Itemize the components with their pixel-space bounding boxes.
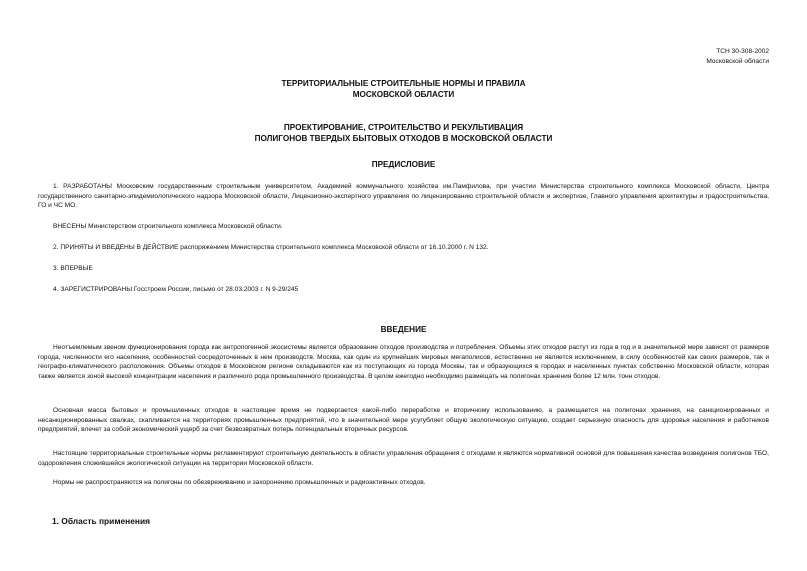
introduction-paragraph-2: Основная масса бытовых и промышленных отходов в настоящее время не подвергается какой-либо переработке и вторичному использованию, а размещается на полигонах хранения, на санкционированных и несанкционированных свалках, скапливается на территориях промышленных предприятий, что в значительной мере усугубляет общую экологическую ситуацию, создает серьезную опасность для здоровья населения и работников предприятий, влечет за собой экономический ущерб за счет безвозвратных потерь потенциальных вторичных ресурсов. <box>38 407 769 434</box>
foreword-item-registered-lead: 4. ЗАРЕГИСТРИРОВАНЫ <box>53 286 133 293</box>
foreword-item-adopted-lead: 2. ПРИНЯТЫ И ВВЕДЕНЫ В ДЕЙСТВИЕ <box>53 244 179 251</box>
norms-header <box>0 78 807 100</box>
introduction-paragraph-4: Нормы не распространяются на полигоны по обезвреживанию и захоронению промышленных и радиоактивных отходов. <box>53 479 426 486</box>
foreword-item-registered <box>38 285 769 295</box>
document-code-block <box>706 47 769 67</box>
norms-header-line1: ТЕРРИТОРИАЛЬНЫЕ СТРОИТЕЛЬНЫЕ НОРМЫ И ПРАВИЛА <box>281 79 526 88</box>
foreword-item-developed-text: Московским государственным строительным университетом, Академией коммунального хозяйства им.Памфилова, при участии Министерства строительного комплекса Московской области, Центра государственного санитарно-эпидемиологического надзора Московской области, Лицензионно-экспертного управления по лицензированию строительной области и экспертизе, Главного управления архитектуры и градостроительства, ГО и ЧС МО. <box>38 183 769 210</box>
document-title <box>0 122 807 144</box>
foreword-item-first: 3. ВПЕРВЫЕ <box>53 265 93 272</box>
foreword-item-introduced-text: Министерством строительного комплекса Московской области. <box>86 223 283 230</box>
document-region: Московской области <box>706 58 769 65</box>
norms-header-line2: МОСКОВСКОЙ ОБЛАСТИ <box>352 90 455 99</box>
foreword-item-introduced <box>38 222 769 232</box>
document-number: ТСН 30-308-2002 <box>716 48 769 55</box>
introduction-heading: ВВЕДЕНИЕ <box>380 325 427 334</box>
section-scope-heading: 1. Область применения <box>52 516 150 526</box>
foreword-item-introduced-lead: ВНЕСЕНЫ <box>53 223 87 230</box>
document-title-line1: ПРОЕКТИРОВАНИЕ, СТРОИТЕЛЬСТВО И РЕКУЛЬТИВАЦИЯ <box>283 123 524 132</box>
document-title-line2: ПОЛИГОНОВ ТВЕРДЫХ БЫТОВЫХ ОТХОДОВ В МОСКОВСКОЙ ОБЛАСТИ <box>254 134 553 143</box>
introduction-paragraph-3: Настоящие территориальные строительные нормы регламентируют строительную деятельность в области управления обращения с отходами и являются нормативной основой для повышения качества возведения полигонов ТБО, оздоровления сложившейся экологической ситуации на территории Московской области. <box>38 450 769 467</box>
foreword-item-developed-lead: 1. РАЗРАБОТАНЫ <box>53 183 112 190</box>
introduction-paragraph-1: Неотъемлемым звеном функционирования города как антропогенной экосистемы является образование отходов производства и потребления. Объемы этих отходов растут из года в год и в значительной мере зависят от размеров города, численности его населения, особенностей сосредоточенных в нем производств. Москва, как один из крупнейших мировых мегаполисов, естественно не является исключением, в силу особенностей как своих размеров, так и географо-климатического расположения. Объемы отходов в Московском регионе складываются как из поступающих из города Москвы, так и образующихся в городах и населенных пунктах собственно Московской области, которая также является зоной высокой концентрации населения и различного рода промышленного производства. В целом ежегодно необходимо размещать на полигонах хранения более 12 млн. тонн отходов. <box>38 344 769 380</box>
foreword-item-developed <box>38 182 769 211</box>
foreword-item-adopted <box>38 243 769 253</box>
foreword-heading: ПРЕДИСЛОВИЕ <box>371 160 436 169</box>
foreword-item-registered-text: Госстроем России, письмо от 28.03.2003 г. N 9-29/245 <box>132 286 299 293</box>
foreword-item-adopted-text: распоряжением Министерства строительного комплекса Московской области от 16.10.2000 г. N 132. <box>178 244 489 251</box>
